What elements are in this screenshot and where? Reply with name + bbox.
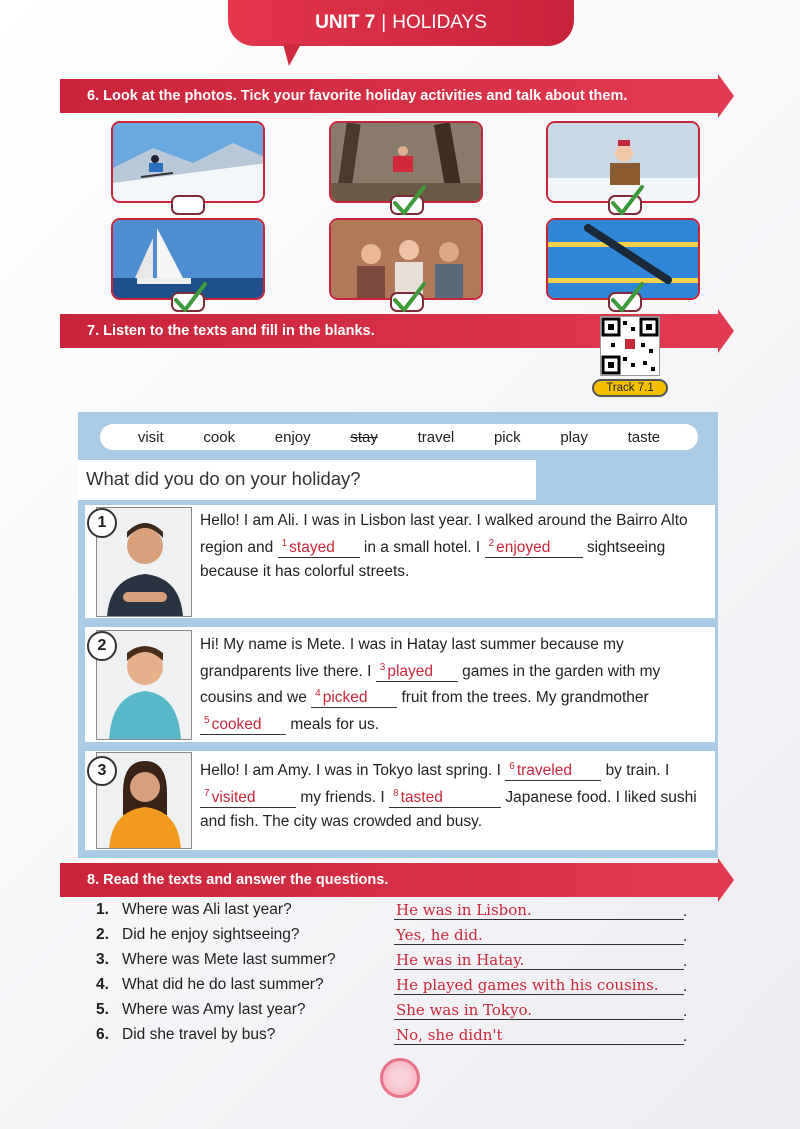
checkbox-swimming[interactable] [608, 292, 642, 312]
text-2-sentence: meals for us. [290, 715, 380, 733]
word-bank-item: taste [627, 428, 661, 446]
text-2-sentence: Hi! My name is Mete. I was in Hatay last summer because my grandparents live there. I [200, 636, 624, 680]
card-number-1: 1 [87, 508, 117, 538]
qa-question: Where was Amy last year? [122, 1001, 306, 1018]
blank-number: 1 [281, 537, 288, 549]
page-number-badge [380, 1058, 420, 1098]
text-3-body [200, 757, 712, 835]
qa-row-2 [96, 926, 696, 951]
end-mark: . [683, 1003, 688, 1020]
qa-number: 3. [96, 951, 109, 968]
card-number-3: 3 [87, 756, 117, 786]
qa-answer: He was in Hatay. [394, 951, 684, 970]
qa-answer: She was in Tokyo. [394, 1001, 684, 1020]
word-bank-item: enjoy [274, 428, 311, 446]
blank-number: 6 [509, 761, 515, 772]
answer-text: traveled [516, 762, 572, 780]
qa-question: Did he enjoy sightseeing? [122, 926, 300, 943]
text-3-sentence: by train. I [605, 762, 670, 780]
word-bank-item: pick [493, 428, 521, 446]
section-7-title: 7. Listen to the texts and fill in the blanks. [87, 323, 375, 339]
word-bank-item: visit [137, 428, 164, 446]
word-bank-item: play [560, 428, 588, 446]
blank-number: 3 [379, 661, 386, 673]
unit-topic: HOLIDAYS [392, 12, 487, 33]
text-3-sentence: Hello! I am Amy. I was in Tokyo last spring. I [200, 762, 501, 780]
skiing-photo [111, 121, 265, 203]
text-2-sentence: games in the garden with my cousins and we [200, 662, 661, 707]
qa-row-1 [96, 901, 696, 926]
qa-answer: Yes, he did. [394, 926, 684, 945]
blank-number: 8 [393, 787, 399, 799]
answer-text: tasted [400, 788, 443, 806]
text-2-body [200, 633, 712, 737]
checkbox-hiking[interactable] [390, 195, 424, 215]
qa-answer: No, she didn't [394, 1026, 684, 1045]
end-mark: . [683, 953, 688, 970]
qr-code-icon[interactable] [600, 316, 660, 376]
word-bank-item: cook [203, 428, 236, 446]
qa-row-3 [96, 951, 696, 976]
arrow-icon [718, 309, 734, 353]
blank-1-answer [278, 534, 360, 558]
unit-label: UNIT 7 [315, 12, 376, 33]
blank-6-answer [505, 757, 601, 781]
text-3-sentence: Japanese food. I liked sushi and fish. The city was crowded and busy. [200, 788, 697, 831]
checkbox-sailing[interactable] [171, 292, 205, 312]
text-1-sentence: in a small hotel. I [363, 538, 481, 556]
checkbox-friends[interactable] [390, 292, 424, 312]
blank-number: 5 [204, 714, 210, 726]
checkbox-skiing[interactable] [171, 195, 205, 215]
qa-row-5 [96, 1001, 696, 1026]
section-8-title: 8. Read the texts and answer the questions. [87, 872, 389, 888]
question-title: What did you do on your holiday? [78, 460, 536, 500]
qa-number: 5. [96, 1001, 109, 1018]
qa-question: Where was Ali last year? [122, 901, 292, 918]
end-mark: . [683, 928, 688, 945]
answer-text: stayed [289, 538, 335, 556]
blank-7-answer [200, 784, 296, 808]
qa-answer: He played games with his cousins. [394, 976, 684, 995]
end-mark: . [683, 903, 688, 920]
end-mark: . [683, 1028, 688, 1045]
blank-number: 4 [315, 688, 321, 700]
arrow-icon [718, 74, 734, 118]
blank-4-answer [311, 684, 397, 708]
qa-row-4 [96, 976, 696, 1001]
end-mark: . [683, 978, 688, 995]
qa-answer: He was in Lisbon. [394, 901, 684, 920]
text-1-sentence: Hello! I am Ali. I was in Lisbon last year. I walked around the Bairro Alto region and [200, 512, 688, 556]
text-3-sentence: my friends. I [300, 788, 385, 806]
qa-question: Where was Mete last summer? [122, 951, 336, 968]
qa-question: What did he do last summer? [122, 976, 324, 993]
qa-row-6 [96, 1026, 696, 1051]
qa-number: 2. [96, 926, 109, 943]
checkbox-snow[interactable] [608, 195, 642, 215]
text-1-sentence: sightseeing because it has colorful streets. [200, 538, 666, 581]
qa-number: 6. [96, 1026, 109, 1043]
blank-5-answer [200, 711, 286, 735]
answer-text: visited [211, 788, 256, 806]
section-6-title: 6. Look at the photos. Tick your favorite holiday activities and talk about them. [87, 88, 628, 104]
blank-2-answer [485, 534, 583, 558]
blank-3-answer [376, 658, 458, 682]
qa-number: 1. [96, 901, 109, 918]
blank-8-answer [389, 784, 501, 808]
qa-question: Did she travel by bus? [122, 1026, 276, 1043]
blank-number: 7 [204, 787, 210, 799]
track-badge[interactable]: Track 7.1 [592, 379, 668, 397]
word-bank [100, 424, 698, 450]
unit-banner [228, 0, 574, 46]
banner-tail [283, 44, 301, 66]
arrow-icon [718, 858, 734, 902]
word-bank-item: travel [417, 428, 455, 446]
card-number-2: 2 [87, 631, 117, 661]
blank-number: 2 [488, 537, 495, 549]
answer-text: played [387, 662, 434, 680]
text-2-sentence: fruit from the trees. My grandmother [401, 689, 649, 707]
qa-number: 4. [96, 976, 109, 993]
unit-separator: | [381, 12, 387, 33]
answer-text: picked [322, 689, 368, 707]
section-8-header [60, 863, 720, 897]
word-bank-item-struck: stay [350, 428, 378, 446]
text-1-body [200, 509, 712, 585]
section-6-header [60, 79, 720, 113]
answer-text: enjoyed [496, 538, 551, 556]
answer-text: cooked [211, 715, 262, 733]
